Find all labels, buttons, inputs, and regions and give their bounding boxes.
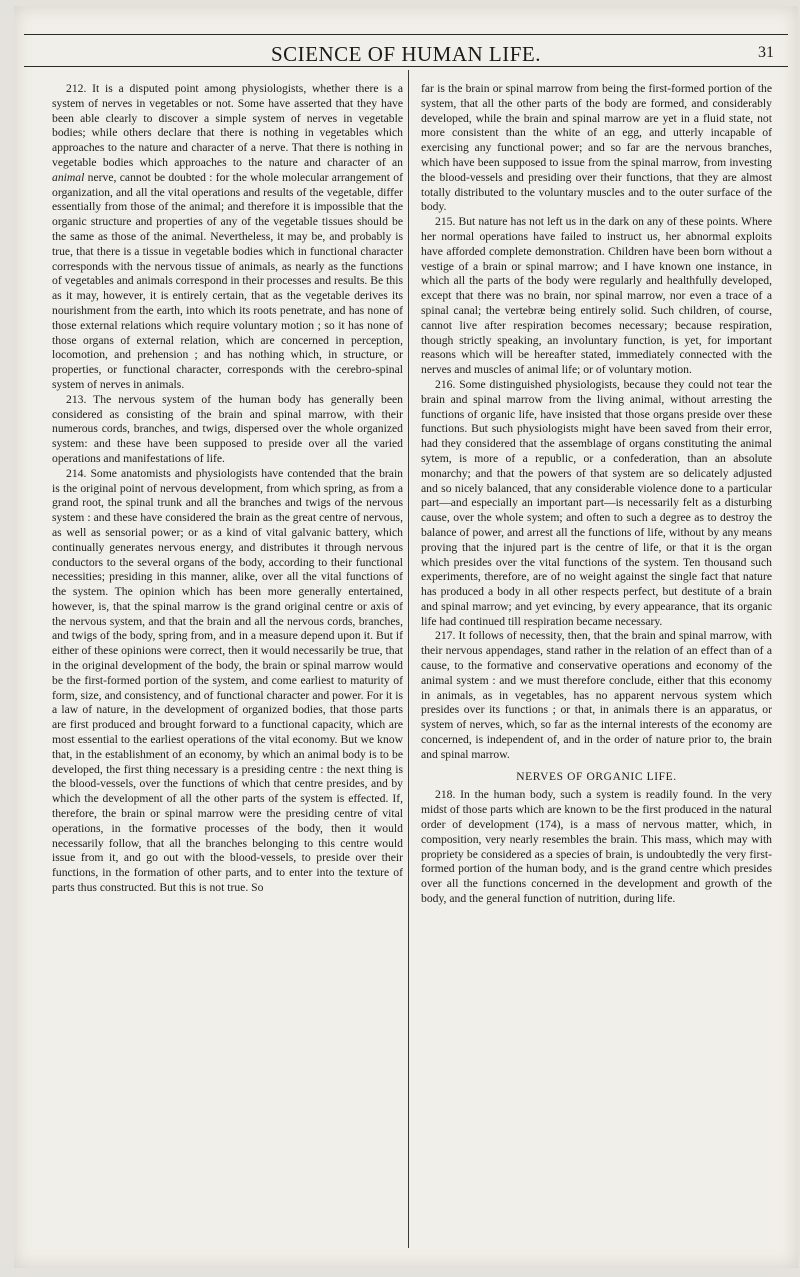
paragraph-215: 215. But nature has not left us in the dark on any of these points. Where her normal operations have failed to instruct us, her abnormal exploits have afforded complete demonstration. Children have been born without a vestige of a brain or spinal marrow; and I have known one instance, in which all the parts of the body were regularly and healthfully developed, except that there was no brain, nor spinal marrow, nor even a trace of a spinal canal; the vertebræ being entirely solid. Such children, of course, cannot live after respiration becomes necessary; because respiration, though strictly speaking, an involuntary function, is yet, for important reasons which will be hereafter stated, immediately connected with the nerves and muscles of animal life; or of voluntary motion. <box>421 215 772 377</box>
paragraph-217: 217. It follows of necessity, then, that the brain and spinal marrow, with their nervous appendages, stand rather in the relation of an effect than of a cause, to the formative and conservative operations and economy of the animal system : and we must therefore conclude, either that this economy in animals, as in vegetables, has no apparent nervous system which presides over its functions ; or that, in animals there is an apparatus, or system of nerves, which, so far as the internal interests of the economy are concerned, is independent of, and in the order of nature prior to, the brain and spinal marrow. <box>421 629 772 761</box>
paragraph-218: 218. In the human body, such a system is readily found. In the very midst of those parts which are known to be the first produced in the natural order of development (174), is a mass of nervous matter, which, in composition, very nearly resembles the brain. This mass, which may with propriety be considered as a species of brain, is undoubtedly the very first-formed portion of the human body, and is the grand centre which presides over all the functions concerned in the development and growth of the body, and the general function of nutrition, during life. <box>421 788 772 906</box>
book-page <box>14 6 798 1268</box>
paragraph-212-text-b: nerve, cannot be doubted : for the whole molecular arrangement of organization, and all the vital operations and results of the vegetable, differ essentially from those of the animal; and therefore it is impossible that the organic structure and properties of any of the vegetable tissues should be the same as those of the animal. Nevertheless, it may be, and probably is true, that there is a tissue in vegetable bodies which in functional character corresponds with the nervous tissue of animals, as nearly as the functions of vegetables and animals correspond in their processes and results. Be this as it may, however, it is entirely certain, that as the vegetable derives its nourishment from the earth, into which its roots penetrate, and has none of those external relations which require voluntary motion ; so it has none of those organs of external relation, which are concerned in perception, locomotion, and prehension ; and has nothing which, in structure, or properties, or functional character, corresponds with the cerebro-spinal system of nerves in animals. <box>52 170 403 391</box>
paragraph-216: 216. Some distinguished physiologists, because they could not tear the brain and spinal marrow from the living animal, without arresting the functions of organic life, have insisted that those organs preside over these functions. But such physiologists might have been saved from their error, had they considered that the assemblage of organs constituting the animal sytem, is more of a republic, or a confederation, than an absolute monarchy; and that the powers of that system are so delicately adjusted and so nicely balanced, that any considerable violence done to a particular part—and especially an important part—is necessarily felt as a disturbing cause, over the whole system; and often to such a degree as to destroy the balance of power, and arrest all the functions of life, without by any means proving that the injured part is the centre of life, or that it is the organ which presides over the vital functions of the system. Ten thousand such experiments, therefore, are of no weight against the single fact that nature has produced a body in all other respects perfect, but destitute of a brain and spinal marrow; and yet evincing, by every appearance, that its organic life had continued till respiration became necessary. <box>421 377 772 628</box>
paragraph-214-continued: far is the brain or spinal marrow from being the first-formed portion of the system, that all the other parts of the body are formed, and considerably developed, while the brain and spinal marrow are yet in a fluid state, not more consistent than the white of an egg, and utterly incapable of exercising any functional power; and so far are the nervous branches, which have been supposed to issue from the spinal marrow, from investing the blood-vessels and presiding over their functions, that they are almost totally distributed to the voluntary muscles and to the outer surface of the body. <box>421 82 772 214</box>
page-number: 31 <box>758 44 774 61</box>
paragraph-213: 213. The nervous system of the human body has generally been considered as consisting of the brain and spinal marrow, with their numerous cords, branches, and twigs, dispersed over the whole organized system: and these have been supposed to preside over all the varied operations and manifestations of life. <box>52 392 403 465</box>
paragraph-212-text-a: 212. It is a disputed point among physiologists, whether there is a system of nerves in vegetables or not. Some have asserted that they have been able clearly to discover a simple system of nerves in vegetable bodies; while others declare that there is nothing in vegetables which approaches to the nature and character of a nerve. That there is nothing in vegetable bodies which approaches to the nature and character of an <box>52 82 403 169</box>
column-divider <box>408 70 409 1248</box>
right-column <box>421 82 772 907</box>
header-bottom-rule <box>24 66 788 67</box>
header-top-rule <box>24 34 788 35</box>
paragraph-212 <box>52 82 403 393</box>
section-heading: NERVES OF ORGANIC LIFE. <box>516 770 677 783</box>
running-head: SCIENCE OF HUMAN LIFE. <box>270 42 541 66</box>
paragraph-214: 214. Some anatomists and physiologists have contended that the brain is the original point of nervous development, from which spring, as from a grand root, the spinal trunk and all the branches and twigs of the nervous system : and these have considered the brain as the great centre of nervous, as well as sensorial power; or as a kind of vital galvanic battery, which continually generates nervous energy, and distributes it through nervous conductors to the several organs of the body, according to their functional necessities; presiding in this manner, alike, over all the vital functions of the system. The opinion which has been more generally entertained, however, is, that the spinal marrow is the grand original centre or axis of the nervous system, and that the brain and all the nervous cords, branches, and twigs of the body, spring from, and in a measure depend upon it. But if either of these opinions were correct, then it would necessarily be true, that in the original development of the body, the brain or spinal marrow would be the first-formed portion of the system, and come earliest to maturity of form, size, and consistency, and of functional character and power. For it is a law of nature, in the development of organized bodies, that those parts are first produced and brought forward to a functional capacity, which are most essential to the earliest operations of the vital economy. But we know that, in the establishment of an economy, by which an animal body is to be developed, the first thing necessary is a presiding centre : the next thing is the blood-vessels, over the functions of which that centre presides, and by which the development of all the other parts of the system is effected. If, therefore, the brain or spinal marrow were the presiding centre of vital operations, in the formative processes of the body, then it would necessarily follow, that all the branches belonging to this centre would issue from it, and go out with the blood-vessels, to preside over their functions, in the formation of other parts, and to enter into the texture of parts thus constructed. But this is not true. So <box>52 466 403 895</box>
left-column <box>52 82 403 896</box>
emphasis-animal: animal <box>52 170 85 184</box>
